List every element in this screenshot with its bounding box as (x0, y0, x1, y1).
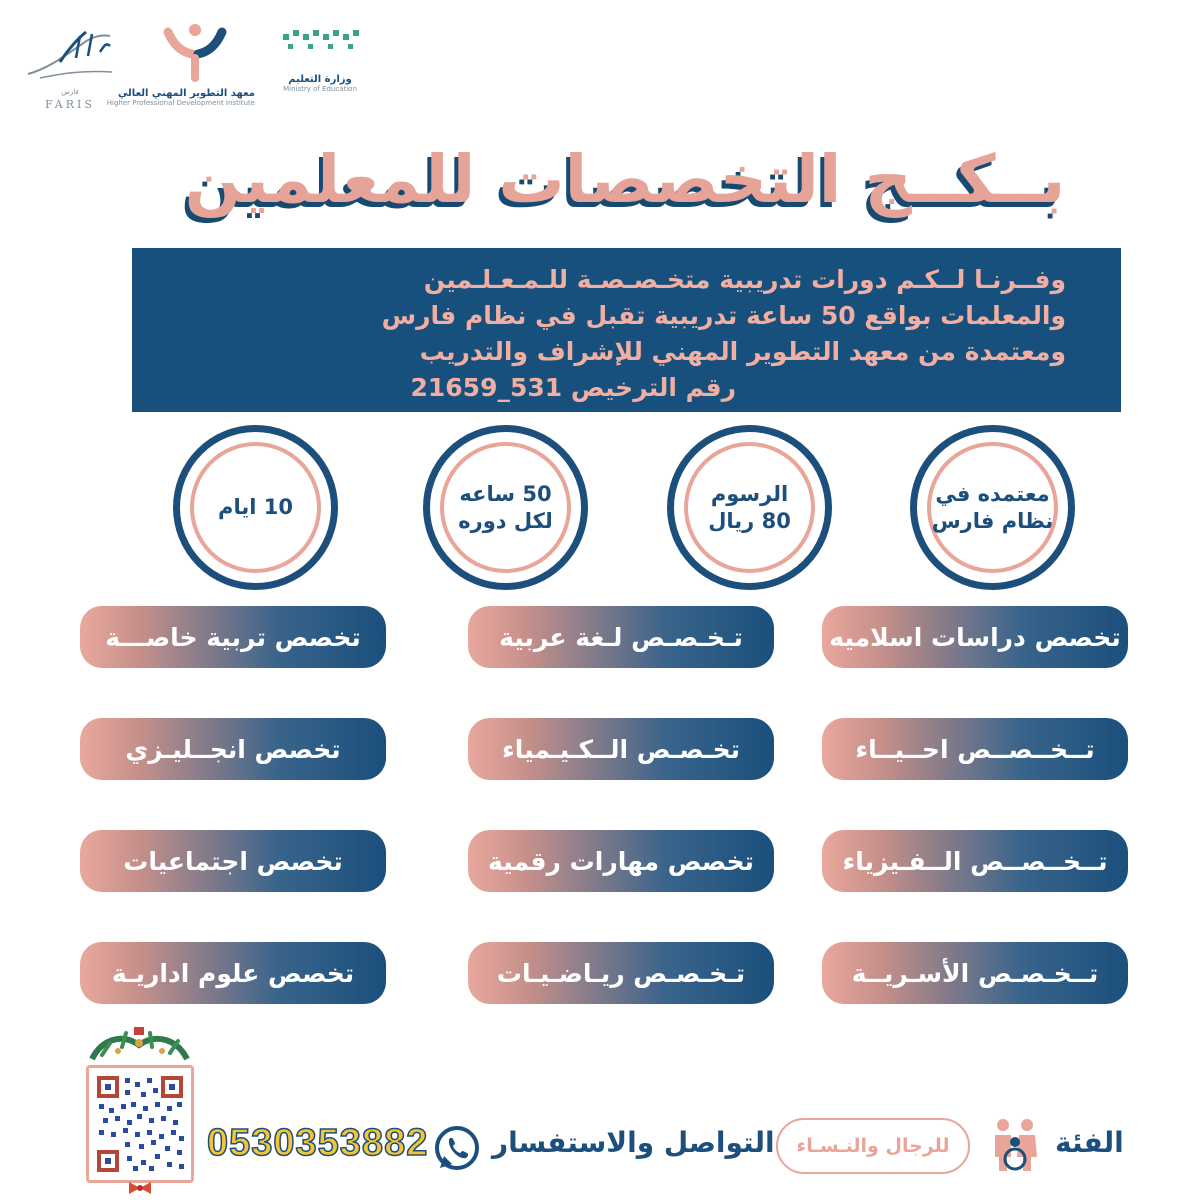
category-label: الفئة (1055, 1126, 1124, 1159)
license-number: رقم الترخيص 531_21659 (410, 373, 736, 402)
people-icon (985, 1115, 1045, 1175)
institute-emblem-icon (160, 22, 230, 84)
wreath-decoration-icon (82, 1025, 197, 1065)
specialty-administrative-sciences[interactable]: تخصص علوم اداريـة (80, 942, 386, 1004)
specialty-digital-skills[interactable]: تخصص مهارات رقمية (468, 830, 774, 892)
phone-number[interactable]: 0530353882 (207, 1122, 429, 1164)
intro-line-2: والمعلمات بواقع 50 ساعة تدريبية تقبل في نظام فارس (381, 301, 1066, 330)
specialty-english[interactable]: تخصص انجــليـزي (80, 718, 386, 780)
institute-name: معهد التطوير المهني العالي (117, 88, 255, 99)
specialty-physics[interactable]: تــخــصــص الــفـيزياء (822, 830, 1128, 892)
institute-subtitle: Higher Professional Development Institute (106, 99, 255, 107)
qr-code-icon (95, 1074, 185, 1174)
ministry-logo (260, 22, 380, 117)
circle-hours (423, 425, 588, 590)
qr-code[interactable] (86, 1065, 194, 1183)
faris-calligraphy-icon (20, 22, 120, 84)
intro-line-3: ومعتمدة من معهد التطوير المهني للإشراف والتدريب (419, 337, 1066, 366)
circle-accreditation (910, 425, 1075, 590)
page-title: بــكــج التخصصات للمعلمين (184, 141, 1066, 218)
logos-header (20, 22, 380, 117)
circle-hours-line-2: لكل دوره (458, 508, 553, 533)
audience-badge: للرجال والنـسـاء (776, 1118, 970, 1174)
circle-fees-line-2: 80 ريال (708, 508, 791, 533)
specialty-arabic[interactable]: تـخـصـص لـغة عربية (468, 606, 774, 668)
circle-fees-line-1: الرسوم (710, 481, 789, 506)
faris-logo (20, 22, 120, 117)
bow-decoration-icon (127, 1181, 153, 1195)
circle-duration-line-1: 10 ايام (218, 495, 293, 519)
circle-fees (667, 425, 832, 590)
whatsapp-icon[interactable] (432, 1124, 482, 1174)
specialty-family-education[interactable]: تــخـصـص الأسـريــة (822, 942, 1128, 1004)
circle-accreditation-line-2: نظام فارس (931, 508, 1054, 533)
ministry-arabic-name: وزارة التعليم (288, 74, 352, 85)
specialty-biology[interactable]: تــخــصــص احــيــاء (822, 718, 1128, 780)
specialty-chemistry[interactable]: تخـصـص الــكـيـمياء (468, 718, 774, 780)
specialty-social-studies[interactable]: تخصص اجتماعيات (80, 830, 386, 892)
circle-hours-line-1: 50 ساعه (459, 481, 552, 506)
circle-duration (173, 425, 338, 590)
institute-logo (106, 22, 255, 117)
intro-banner (132, 248, 1121, 412)
contact-label: التواصل والاستفسار (492, 1126, 775, 1159)
faris-arabic-caption: فارس (61, 88, 79, 96)
ministry-emblem-icon (275, 22, 365, 70)
specialty-special-education[interactable]: تخصص تربية خاصـــة (80, 606, 386, 668)
circle-accreditation-line-1: معتمده في (935, 481, 1050, 506)
intro-line-1: وفــرنـا لــكـم دورات تدريبية متخـصـصـة للـمـعـلـمين (423, 265, 1066, 294)
qr-code-block[interactable] (82, 1025, 197, 1195)
specialty-mathematics[interactable]: تـخـصـص ريـاضـيـات (468, 942, 774, 1004)
faris-english-caption: FARIS (45, 98, 95, 111)
ministry-english-name: Ministry of Education (283, 85, 357, 93)
specialty-islamic-studies[interactable]: تخصص دراسات اسلاميه (822, 606, 1128, 668)
